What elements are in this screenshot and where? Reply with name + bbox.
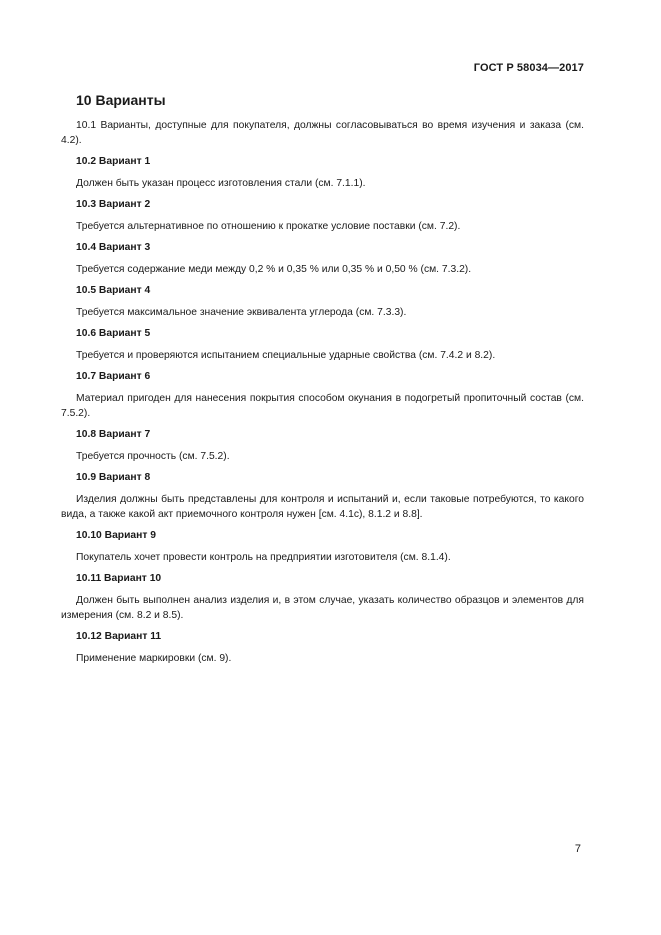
page-number: 7	[574, 843, 581, 855]
section-title: 10 Варианты	[76, 92, 166, 108]
item-heading: 10.2 Вариант 1	[76, 156, 151, 167]
item-heading: 10.6 Вариант 5	[76, 328, 151, 339]
item-heading: 10.12 Вариант 11	[76, 631, 162, 642]
item-heading: 10.9 Вариант 8	[76, 472, 151, 483]
item-text: Покупатель хочет провести контроль на предприятии изготовителя (см. 8.1.4).	[76, 552, 451, 563]
item-text: Применение маркировки (см. 9).	[76, 653, 232, 664]
intro-paragraph: 10.1 Варианты, доступные для покупателя, должны согласовываться во время изучения и заказа (см. 4.2).	[61, 120, 584, 146]
item-text: Материал пригоден для нанесения покрытия способом окунания в подогретый пропиточный состав (см. 7.5.2).	[61, 393, 584, 419]
item-text: Изделия должны быть представлены для контроля и испытаний и, если таковые потребуются, то какого вида, а также какой акт приемочного контроля нужен [см. 4.1c), 8.1.2 и 8.8].	[61, 494, 584, 520]
document-id: ГОСТ Р 58034—2017	[473, 62, 584, 74]
item-text: Требуется и проверяются испытанием специальные ударные свойства (см. 7.4.2 и 8.2).	[76, 350, 496, 361]
section-10	[61, 92, 584, 673]
item-heading: 10.7 Вариант 6	[76, 371, 151, 382]
item-text: Должен быть выполнен анализ изделия и, в этом случае, указать количество образцов и элементов для измерения (см. 8.2 и 8.5).	[61, 595, 584, 621]
item-heading: 10.4 Вариант 3	[76, 242, 151, 253]
item-text: Требуется альтернативное по отношению к прокатке условие поставки (см. 7.2).	[76, 221, 461, 232]
item-heading: 10.10 Вариант 9	[76, 530, 156, 541]
item-heading: 10.8 Вариант 7	[76, 429, 151, 440]
item-heading: 10.5 Вариант 4	[76, 285, 151, 296]
item-text: Требуется прочность (см. 7.5.2).	[76, 451, 230, 462]
item-text: Требуется максимальное значение эквивалента углерода (см. 7.3.3).	[76, 307, 407, 318]
item-text: Должен быть указан процесс изготовления стали (см. 7.1.1).	[76, 178, 366, 189]
item-text: Требуется содержание меди между 0,2 % и 0,35 % или 0,35 % и 0,50 % (см. 7.3.2).	[76, 264, 472, 275]
item-heading: 10.3 Вариант 2	[76, 199, 151, 210]
item-heading: 10.11 Вариант 10	[76, 573, 162, 584]
